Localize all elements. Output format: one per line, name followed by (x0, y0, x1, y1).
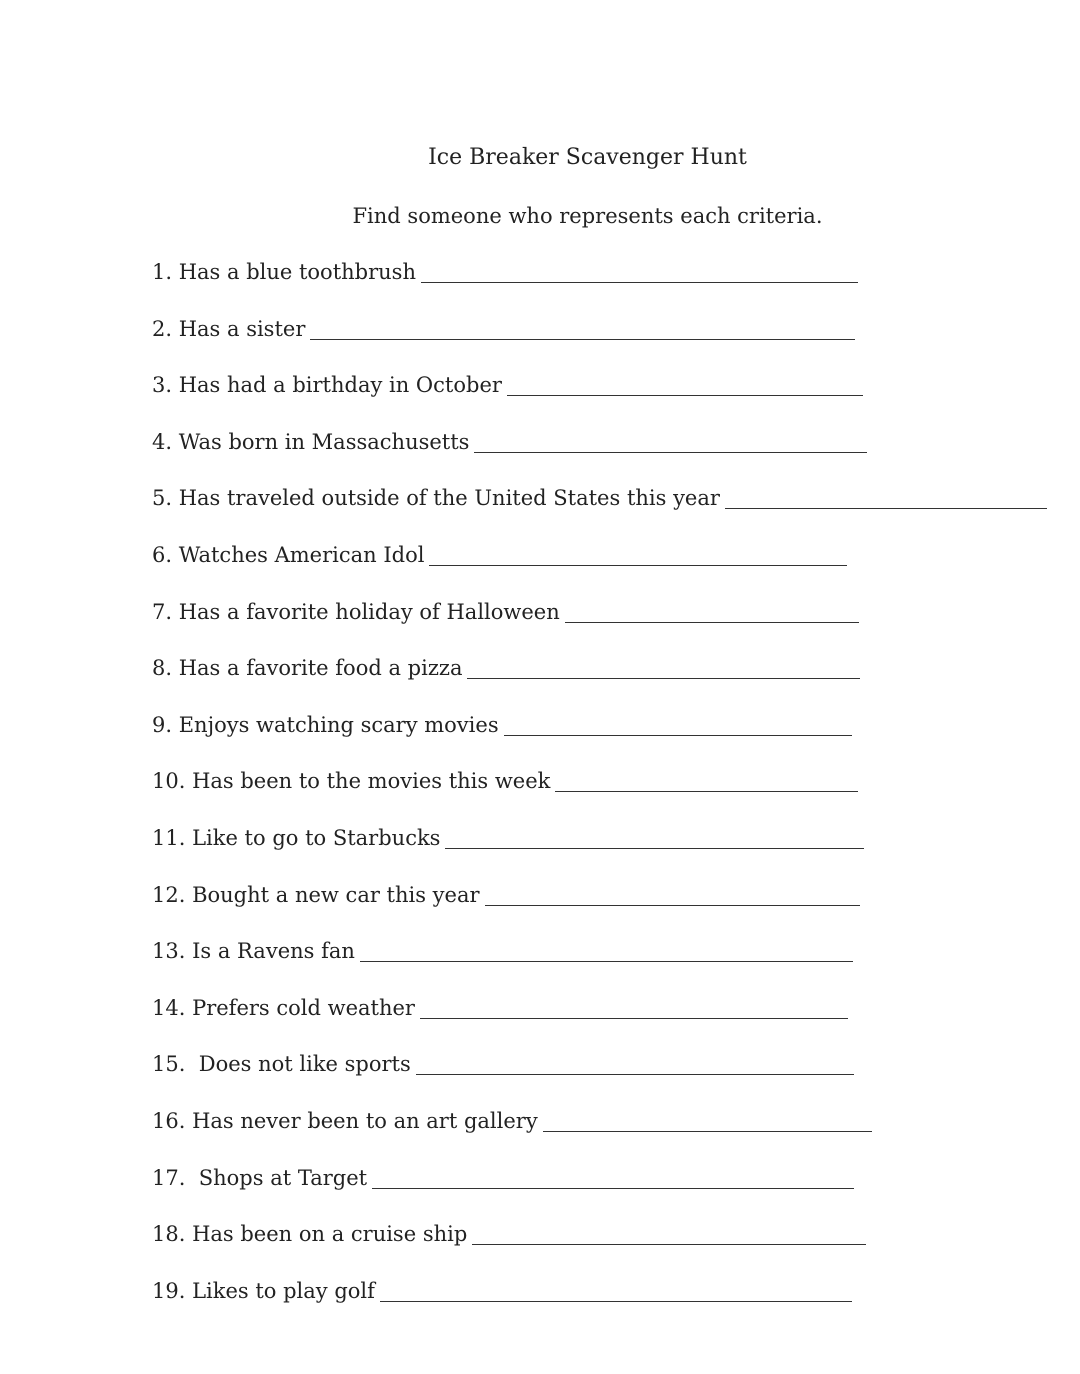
list-item (152, 258, 1047, 286)
criteria-label: 12. Bought a new car this year (152, 882, 480, 907)
list-item (152, 1164, 1047, 1192)
criteria-label: 18. Has been on a cruise ship (152, 1222, 468, 1247)
answer-blank[interactable] (360, 961, 853, 962)
answer-blank[interactable] (507, 395, 863, 396)
answer-blank[interactable] (555, 791, 858, 792)
criteria-label: 7. Has a favorite holiday of Halloween (152, 599, 560, 624)
criteria-label: 16. Has never been to an art gallery (152, 1108, 538, 1133)
criteria-label: 8. Has a favorite food a pizza (152, 656, 463, 681)
criteria-label: 1. Has a blue toothbrush (152, 260, 416, 284)
list-item (152, 937, 1047, 965)
list-item (152, 315, 1047, 343)
criteria-label: 14. Prefers cold weather (152, 995, 415, 1020)
list-item (152, 881, 1047, 909)
answer-blank[interactable] (372, 1188, 854, 1189)
answer-blank[interactable] (474, 452, 867, 453)
answer-blank[interactable] (421, 282, 858, 283)
answer-blank[interactable] (310, 339, 855, 340)
criteria-list (152, 258, 1047, 1333)
criteria-label: 17. Shops at Target (152, 1165, 368, 1190)
list-item (152, 767, 1047, 795)
criteria-label: 3. Has had a birthday in October (152, 373, 502, 398)
answer-blank[interactable] (416, 1074, 854, 1075)
criteria-label: 13. Is a Ravens fan (152, 939, 355, 964)
list-item (152, 654, 1047, 682)
criteria-label: 9. Enjoys watching scary movies (152, 712, 499, 737)
list-item (152, 428, 1047, 456)
criteria-label: 19. Likes to play golf (152, 1278, 375, 1303)
answer-blank[interactable] (429, 565, 847, 566)
criteria-label: 15. Does not like sports (152, 1052, 411, 1077)
list-item (152, 541, 1047, 569)
answer-blank[interactable] (467, 678, 860, 679)
answer-blank[interactable] (380, 1301, 852, 1302)
list-item (152, 1277, 1047, 1305)
answer-blank[interactable] (504, 735, 852, 736)
instructions: Find someone who represents each criteria. (352, 204, 823, 228)
criteria-label: 4. Was born in Massachusetts (152, 429, 470, 454)
criteria-label: 10. Has been to the movies this week (152, 769, 551, 794)
criteria-label: 5. Has traveled outside of the United States this year (152, 486, 720, 511)
list-item (152, 371, 1047, 399)
criteria-label: 2. Has a sister (152, 316, 306, 341)
list-item (152, 598, 1047, 626)
answer-blank[interactable] (420, 1018, 848, 1019)
answer-blank[interactable] (543, 1131, 872, 1132)
answer-blank[interactable] (445, 848, 864, 849)
list-item (152, 484, 1047, 512)
criteria-label: 6. Watches American Idol (152, 542, 425, 567)
answer-blank[interactable] (485, 905, 860, 906)
list-item (152, 1107, 1047, 1135)
page-title: Ice Breaker Scavenger Hunt (428, 145, 747, 170)
list-item (152, 1050, 1047, 1078)
list-item (152, 994, 1047, 1022)
list-item (152, 824, 1047, 852)
answer-blank[interactable] (725, 508, 1047, 509)
answer-blank[interactable] (565, 622, 859, 623)
list-item (152, 1220, 1047, 1248)
answer-blank[interactable] (472, 1244, 866, 1245)
criteria-label: 11. Like to go to Starbucks (152, 825, 441, 850)
list-item (152, 711, 1047, 739)
